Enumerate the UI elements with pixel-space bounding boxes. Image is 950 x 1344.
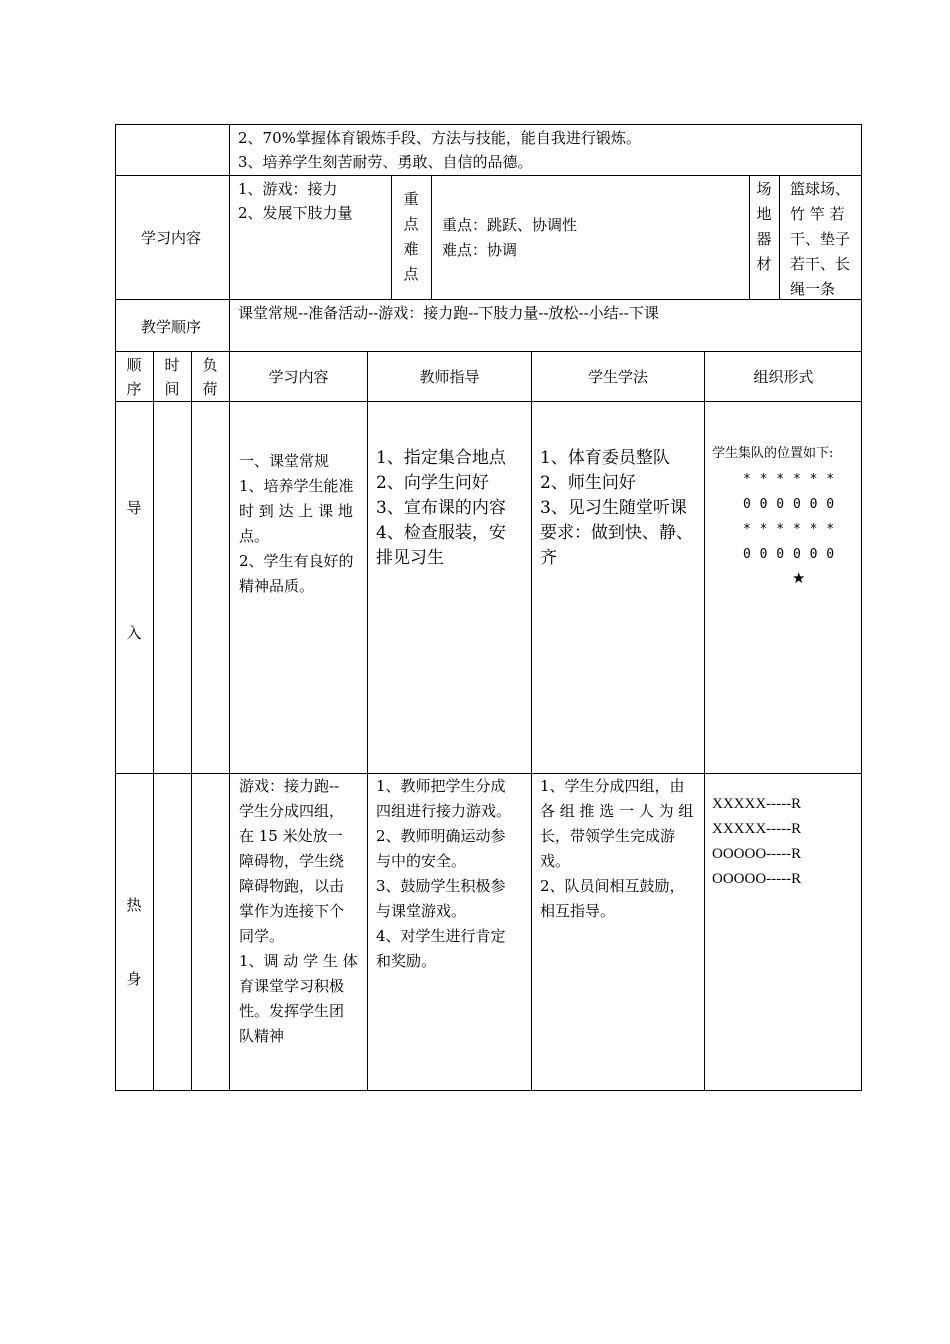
row-divider <box>115 351 862 352</box>
warmup-teacher-line: 3、鼓励学生积极参 <box>376 877 506 895</box>
intro-student-line: 3、见习生随堂听课 <box>540 498 687 518</box>
venue-line: 竹 竿 若 <box>790 205 845 223</box>
warmup-content-line: 游戏：接力跑-- <box>239 777 340 795</box>
study-content-item: 2、发展下肢力量 <box>238 204 353 222</box>
intro-content-line: 点。 <box>239 527 270 545</box>
stage-warmup-char: 热 <box>126 896 142 914</box>
warmup-content-line: 掌作为连接下个 <box>239 902 345 920</box>
venue-label-char: 材 <box>756 255 772 273</box>
intro-teacher-line: 1、指定集合地点 <box>376 448 506 468</box>
warmup-student-line: 2、队员间相互鼓励， <box>540 877 685 895</box>
warmup-teacher-line: 和奖励。 <box>376 952 437 970</box>
header-time-char: 间 <box>164 380 180 398</box>
formation-row: 0 0 0 0 0 0 <box>743 547 835 562</box>
difficulty-point: 难点：协调 <box>442 241 518 259</box>
header-order-char: 序 <box>126 380 142 398</box>
warmup-teacher-line: 2、教师明确运动参 <box>376 827 506 845</box>
warmup-content-line: 性。发挥学生团 <box>239 1002 345 1020</box>
relay-formation-row: XXXXX-----R <box>712 821 802 837</box>
key-difficulty-label-char: 难 <box>403 240 419 258</box>
formation-row: * * * * * * <box>743 472 835 487</box>
venue-line: 若干、长 <box>790 255 851 273</box>
warmup-content-line: 队精神 <box>239 1027 285 1045</box>
venue-label-char: 场 <box>756 180 772 198</box>
warmup-content-line: 障碍物，学生绕 <box>239 852 345 870</box>
intro-student-line: 要求：做到快、静、 <box>540 523 693 543</box>
header-content: 学习内容 <box>268 368 329 386</box>
col-divider <box>229 351 230 1091</box>
intro-teacher-line: 3、宣布课的内容 <box>376 498 506 518</box>
row-divider <box>115 401 862 402</box>
intro-content-line: 时 到 达 上 课 地 <box>239 502 353 520</box>
header-organization: 组织形式 <box>753 368 814 386</box>
warmup-teacher-line: 四组进行接力游戏。 <box>376 802 512 820</box>
header-teacher: 教师指导 <box>419 368 480 386</box>
warmup-content-line: 在 15 米处放一 <box>239 827 343 845</box>
sequence-value: 课堂常规--准备活动--游戏：接力跑--下肢力量--放松--小结--下课 <box>238 304 659 322</box>
warmup-content-line: 育课堂学习积极 <box>239 977 345 995</box>
warmup-content-line: 同学。 <box>239 927 285 945</box>
study-content-label: 学习内容 <box>141 229 202 247</box>
key-point: 重点：跳跃、协调性 <box>442 216 578 234</box>
intro-content-line: 一、课堂常规 <box>239 452 330 470</box>
warmup-content-line: 1、调 动 学 生 体 <box>239 952 358 970</box>
venue-line: 绳一条 <box>790 280 836 298</box>
warmup-teacher-line: 与中的安全。 <box>376 852 467 870</box>
intro-teacher-line: 2、向学生问好 <box>376 473 489 493</box>
stage-intro-char: 导 <box>126 499 142 517</box>
key-difficulty-label-char: 点 <box>403 215 419 233</box>
warmup-teacher-line: 1、教师把学生分成 <box>376 777 506 795</box>
col-divider <box>391 175 392 299</box>
warmup-teacher-line: 4、对学生进行肯定 <box>376 927 506 945</box>
col-divider <box>367 351 368 1091</box>
col-divider <box>191 351 192 1091</box>
formation-caption: 学生集队的位置如下: <box>712 446 834 461</box>
formation-row: * * * * * * <box>743 522 835 537</box>
objective-line-3: 3、培养学生刻苦耐劳、勇敢、自信的品德。 <box>238 153 533 171</box>
intro-content-line: 2、学生有良好的 <box>239 552 354 570</box>
venue-label-char: 器 <box>756 230 772 248</box>
venue-line: 篮球场、 <box>790 180 851 198</box>
warmup-student-line: 长，带领学生完成游 <box>540 827 676 845</box>
header-order-char: 顺 <box>126 356 142 374</box>
intro-student-line: 1、体育委员整队 <box>540 448 670 468</box>
row-divider <box>115 299 862 300</box>
warmup-student-line: 各 组 推 选 一 人 为 组 <box>540 802 694 820</box>
objective-line-2: 2、70%掌握体育锻炼手段、方法与技能，能自我进行锻炼。 <box>238 129 641 147</box>
key-difficulty-label-char: 重 <box>403 190 419 208</box>
study-content-item: 1、游戏：接力 <box>238 180 338 198</box>
sequence-label: 教学顺序 <box>141 318 202 336</box>
stage-intro-char: 入 <box>126 624 142 642</box>
col-divider <box>229 124 230 351</box>
warmup-content-line: 学生分成四组， <box>239 802 345 820</box>
col-divider <box>153 351 154 1091</box>
col-divider <box>749 175 750 299</box>
intro-content-line: 1、培养学生能准 <box>239 477 354 495</box>
stage-warmup-char: 身 <box>126 970 142 988</box>
col-divider <box>704 351 705 1091</box>
warmup-student-line: 相互指导。 <box>540 902 616 920</box>
key-difficulty-label-char: 点 <box>403 265 419 283</box>
col-divider <box>431 175 432 299</box>
warmup-student-line: 戏。 <box>540 852 571 870</box>
header-student: 学生学法 <box>587 368 648 386</box>
warmup-content-line: 障碍物跑，以击 <box>239 877 345 895</box>
relay-formation-row: OOOOO-----R <box>712 846 802 862</box>
header-time-char: 时 <box>164 356 180 374</box>
venue-line: 干、垫子 <box>790 230 851 248</box>
intro-teacher-line: 排见习生 <box>376 548 444 568</box>
intro-teacher-line: 4、检查服装，安 <box>376 523 506 543</box>
header-load-char: 荷 <box>202 380 218 398</box>
venue-label-char: 地 <box>756 205 772 223</box>
col-divider <box>531 351 532 1091</box>
intro-student-line: 齐 <box>540 548 557 568</box>
teacher-star-icon: ★ <box>792 569 806 587</box>
relay-formation-row: XXXXX-----R <box>712 796 802 812</box>
header-load-char: 负 <box>202 356 218 374</box>
formation-row: 0 0 0 0 0 0 <box>743 497 835 512</box>
intro-content-line: 精神品质。 <box>239 577 315 595</box>
warmup-student-line: 1、学生分成四组，由 <box>540 777 685 795</box>
warmup-teacher-line: 与课堂游戏。 <box>376 902 467 920</box>
relay-formation-row: OOOOO-----R <box>712 871 802 887</box>
intro-student-line: 2、师生问好 <box>540 473 636 493</box>
col-divider <box>779 175 780 299</box>
